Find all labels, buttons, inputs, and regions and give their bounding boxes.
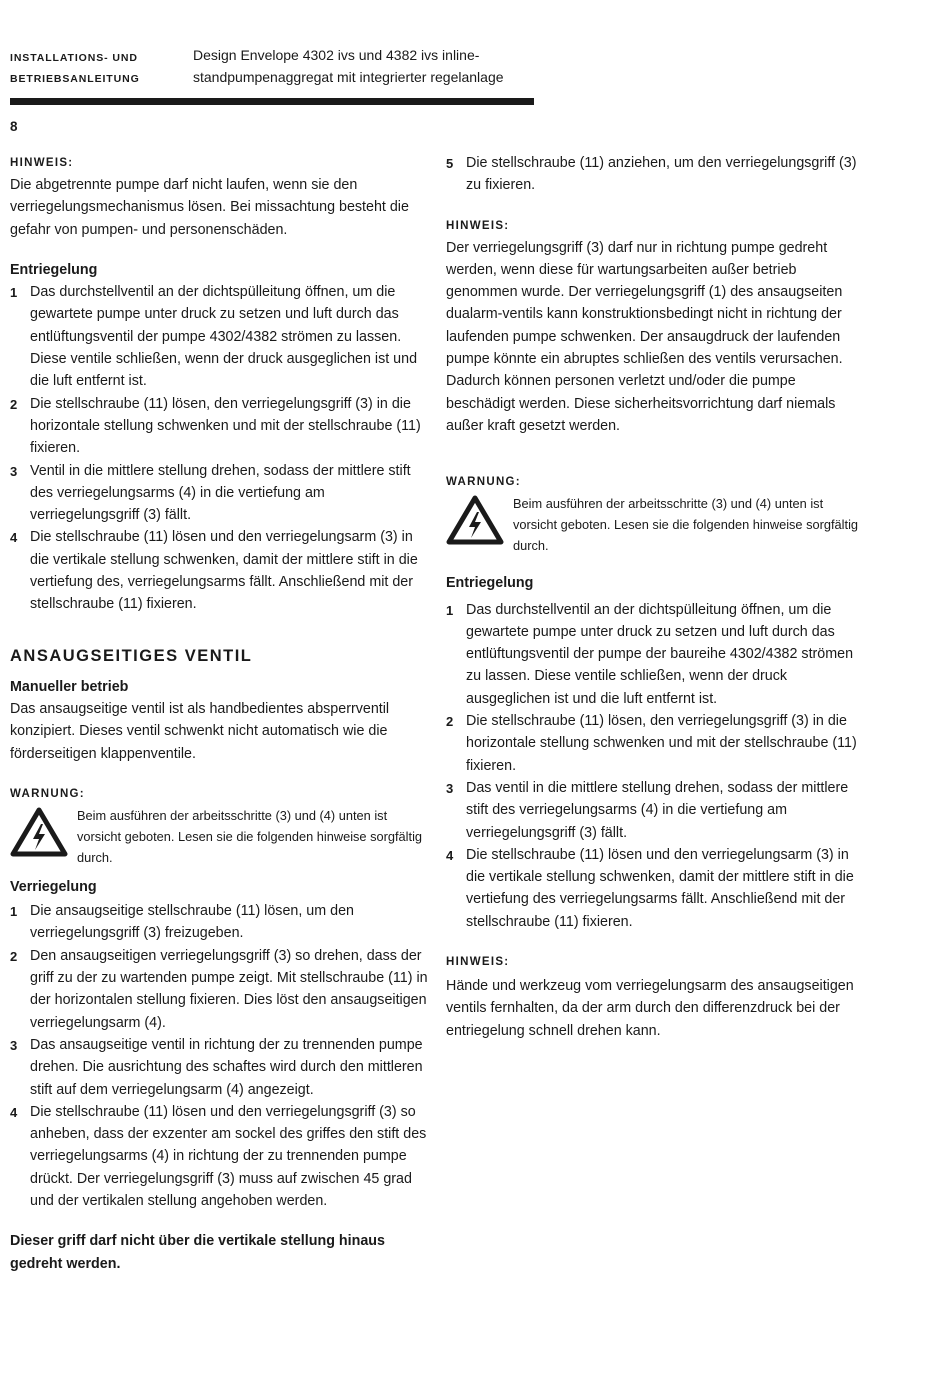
step-text: Ventil in die mittlere stellung drehen, sodass der mittlere stift des verriegelungsarms (4) in die vertiefung am verriegelungsgriff (3) fällt. — [30, 462, 411, 524]
step-text: Die stellschraube (11) lösen und den verriegelungsgriff (3) so anheben, dass der exzenter am sockel des griffes den stift des verriegelungsarms (4) in richtung der zu trennenden pumpe drückt. Der verriegelungsgriff (3) muss auf zwischen 45 grad und der vertikalen stellung angehoben werden. — [30, 1103, 427, 1209]
lock-steps — [10, 900, 428, 1212]
step-number: 1 — [446, 602, 454, 618]
unlock-heading: Entriegelung — [10, 261, 98, 278]
note-label: HINWEIS: — [446, 956, 510, 969]
step-text: Die stellschraube (11) anziehen, um den verriegelungsgriff (3) zu fixieren. — [466, 155, 857, 194]
page-number: 8 — [10, 119, 18, 134]
document-title: Design Envelope 4302 ivs und 4382 ivs inline-standpumpenaggregat mit integrierter regelanlage — [193, 47, 504, 85]
list-item — [446, 777, 864, 844]
list-item — [446, 152, 864, 197]
step-number: 3 — [10, 1037, 18, 1053]
warning-label: WARNUNG: — [10, 787, 85, 800]
manual-operation-heading: Manueller betrieb — [10, 678, 129, 695]
list-item — [10, 526, 428, 615]
left-column — [10, 152, 428, 1275]
warning-box — [446, 493, 864, 556]
step-number: 4 — [446, 847, 454, 863]
step-text: Die stellschraube (11) lösen und den verriegelungsarm (3) in die vertikale stellung schwenken, damit der mittlere stift in die vertiefung des, verriegelungsarms fällt. Anschließend mit der stellschraube (11) fixieren. — [30, 529, 418, 613]
step-number: 1 — [10, 285, 18, 301]
note-label: HINWEIS: — [10, 157, 74, 169]
document-type-line-2: BETRIEBSANLEITUNG — [10, 73, 140, 85]
step-number: 5 — [446, 156, 454, 171]
step-number: 2 — [446, 714, 454, 730]
header-rule — [10, 98, 534, 105]
note-text: Hände und werkzeug vom verriegelungsarm des ansaugseitigen ventils fernhalten, da der arm durch den differenzdruck bei der entriegelung schnell drehen kann. — [446, 978, 854, 1039]
unlock-heading: Entriegelung — [446, 575, 534, 592]
warning-label: WARNUNG: — [446, 476, 521, 489]
list-item — [10, 393, 428, 460]
note-label: HINWEIS: — [446, 219, 510, 232]
step-text: Die stellschraube (11) lösen, den verriegelungsgriff (3) in die horizontale stellung schwenken und mit der stellschraube (11) fixieren. — [466, 713, 857, 774]
unlock-steps — [446, 599, 864, 933]
list-item — [10, 1101, 428, 1212]
step-number: 3 — [446, 780, 454, 796]
document-type-line-1: INSTALLATIONS- UND — [10, 52, 138, 64]
unlock-steps — [10, 281, 428, 615]
warning-box — [10, 805, 428, 868]
step-text: Das durchstellventil an der dichtspülleitung öffnen, um die gewartete pumpe unter druck zu setzen und luft durch das entlüftungsventil der pumpe 4302/4382 strömen zu lassen. Diese ventile schließen, wenn der druck ausgeglichen ist und die luft entfernt ist. — [30, 284, 418, 390]
step-number: 3 — [10, 463, 18, 479]
note-text: Die abgetrennte pumpe darf nicht laufen, wenn sie den verriegelungsmechanismus lösen. Bei missachtung besteht die gefahr von pumpen- und personenschäden. — [10, 177, 409, 238]
step-text: Das ventil in die mittlere stellung drehen, sodass der mittlere stift des verriegelungsarms (4) in die vertiefung am verriegelungsgriff (3) fällt. — [466, 779, 849, 841]
step-number: 4 — [10, 530, 18, 546]
bold-warning-note: Dieser griff darf nicht über die vertikale stellung hinaus gedreht werden. — [10, 1233, 385, 1272]
step-text: Die stellschraube (11) lösen, den verriegelungsgriff (3) in die horizontale stellung schwenken und mit der stellschraube (11) fixieren. — [30, 395, 421, 457]
list-item — [10, 460, 428, 527]
step-text: Die ansaugseitige stellschraube (11) lösen, um den verriegelungsgriff (3) freizugeben. — [30, 903, 354, 942]
document-type — [10, 48, 140, 90]
lock-steps-continued — [446, 152, 864, 197]
list-item — [446, 599, 864, 710]
step-number: 2 — [10, 396, 18, 412]
electrical-hazard-icon — [446, 495, 504, 545]
right-column — [446, 152, 864, 1042]
list-item — [10, 1034, 428, 1101]
step-number: 2 — [10, 948, 18, 964]
note-text: Der verriegelungsgriff (3) darf nur in richtung pumpe gedreht werden, wenn diese für wartungsarbeiten außer betrieb genommen wurde. Der verriegelungsgriff (1) des ansaugseiten dualarm-ventils kann konstruktionsbedingt nicht in richtung der laufenden pumpe schwenken. Der ansaugdruck der laufenden pumpe könnte ein abruptes schließen des ventils verursachen. Dadurch können personen verletzt und/oder die pumpe beschädigt werden. Diese sicherheitsvorrichtung darf niemals außer kraft gesetzt werden. — [446, 239, 843, 434]
warning-text: Beim ausführen der arbeitsschritte (3) und (4) unten ist vorsicht geboten. Lesen sie die folgenden hinweise sorgfältig durch. — [513, 496, 859, 554]
list-item — [10, 945, 428, 1034]
step-number: 4 — [10, 1104, 18, 1120]
step-text: Den ansaugseitigen verriegelungsgriff (3) so drehen, dass der griff zu der zu wartenden pumpe zeigt. Mit stellschraube (11) in der horizontalen stellung fixieren. Dies löst den ansaugseitigen verriegelungsarm (4). — [30, 947, 428, 1031]
list-item — [10, 900, 428, 945]
step-number: 1 — [10, 904, 18, 920]
list-item — [446, 844, 864, 933]
step-text: Die stellschraube (11) lösen und den verriegelungsarm (3) in die vertikale stellung schwenken, damit der mittlere stift in die vertiefung des verriegelungsarms fällt. Anschließend mit der stellschraube (11) fixieren. — [466, 846, 854, 930]
list-item — [10, 281, 428, 392]
list-item — [446, 710, 864, 777]
warning-text: Beim ausführen der arbeitsschritte (3) und (4) unten ist vorsicht geboten. Lesen sie die folgenden hinweise sorgfältig durch. — [77, 807, 423, 865]
lock-heading: Verriegelung — [10, 878, 97, 895]
step-text: Das durchstellventil an der dichtspülleitung öffnen, um die gewartete pumpe unter druck zu setzen und luft durch das entlüftungsventil der pumpe der baureihe 4302/4382 strömen zu lassen. Diese ventile schließen, wenn der druck ausgeglichen ist und die luft entfernt ist. — [466, 601, 854, 707]
step-text: Das ansaugseitige ventil in richtung der zu trennenden pumpe drehen. Die ausrichtung des schaftes wird durch den mittleren stift auf dem verriegelungsarm (4) angezeigt. — [30, 1036, 423, 1098]
section-title: ANSAUGSEITIGES VENTIL — [10, 646, 253, 665]
electrical-hazard-icon — [10, 807, 68, 857]
manual-operation-text: Das ansaugseitige ventil ist als handbedientes absperrventil konzipiert. Dieses ventil schwenkt nicht automatisch wie die förderseitigen klappenventile. — [10, 700, 390, 762]
